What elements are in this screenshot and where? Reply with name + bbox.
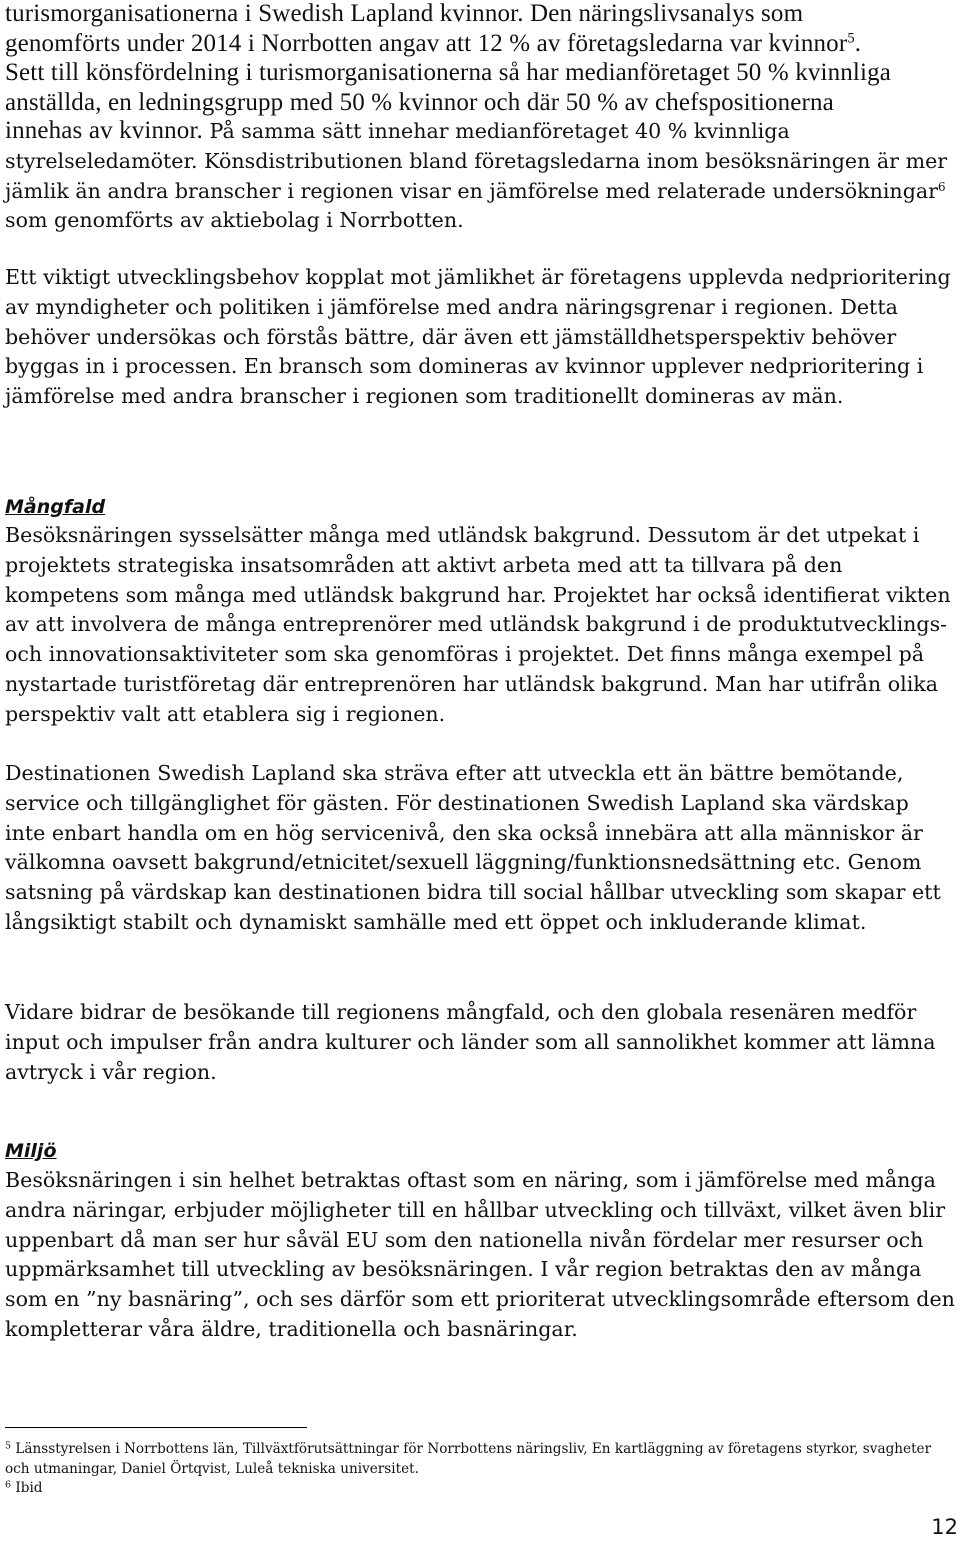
page-number: 12 bbox=[931, 1515, 958, 1539]
section-environment bbox=[5, 1137, 955, 1341]
footnote-mark: 6 bbox=[5, 1479, 12, 1491]
diversity-paragraph-3: Vidare bidrar de besökande till regionens mångfald, och den globala resenären medför input och impulser från andra kulturer och länder som all sannolikhet kommer att lämna avtryck i vår region. bbox=[5, 1000, 936, 1084]
paragraph-line: Sett till könsfördelning i turismorganisationerna så har medianföretaget 50 % kvinnliga bbox=[5, 59, 891, 86]
footnote-separator bbox=[5, 1427, 307, 1428]
footnote-ref-6: 6 bbox=[938, 179, 946, 194]
section-heading: Mångfald bbox=[5, 496, 106, 518]
footnotes bbox=[5, 1440, 955, 1499]
body-text: som genomförts av aktiebolag i Norrbotten. bbox=[5, 208, 464, 233]
development-paragraph: Ett viktigt utvecklingsbehov kopplat mot jämlikhet är företagens upplevda nedprioritering av myndigheter och politiken i jämförelse med andra näringsgrenar i regionen. Detta behöver undersökas och förstås bättre, där även ett jämställdhetsperspektiv behöver byggas in i processen. En bransch som domineras av kvinnor upplever nedprioritering i jämförelse med andra branscher i regionen som traditionellt domineras av män. bbox=[5, 265, 951, 409]
diversity-paragraph-2: Destinationen Swedish Lapland ska sträva efter att utveckla ett än bättre bemötande, service och tillgänglighet för gästen. För destinationen Swedish Lapland ska värdskap inte enbart handla om en hög servicenivå, den ska också innebära att alla människor är välkomna oavsett bakgrund/etnicitet/sexuell läggning/funktionsnedsättning etc. Genom satsning på värdskap kan destinationen bidra till social hållbar utveckling som skapar ett långsiktigt stabilt och dynamiskt samhälle med ett öppet och inkluderande klimat. bbox=[5, 761, 941, 934]
mixed-paragraph bbox=[5, 116, 955, 236]
footnote-text: Ibid bbox=[11, 1480, 43, 1496]
paragraph-line: anställda, en ledningsgrupp med 50 % kvinnor och där 50 % av chefspositionerna bbox=[5, 88, 834, 116]
paragraph-line: turismorganisationerna i Swedish Lapland kvinnor. Den näringslivsanalys som bbox=[5, 0, 804, 27]
body-text: På samma sätt innehar medianföretaget 40 % kvinnliga styrelseledamöter. Könsdistributionen bland företagsledarna inom besöksnäringen är mer jämlik än andra branscher i regionen visar en jämförelse med relaterade undersökningar bbox=[5, 119, 948, 203]
footnote-5 bbox=[5, 1440, 955, 1479]
line-text: genomförts under 2014 i Norrbotten angav att 12 % av företagsledarna var kvinnor bbox=[5, 29, 848, 57]
footnote-text: Länsstyrelsen i Norrbottens län, Tillväxtförutsättningar för Norrbottens näringsliv, En kartläggning av företagens styrkor, svagheter och utmaningar, Daniel Örtqvist, Luleå tekniska universitet. bbox=[5, 1441, 932, 1477]
environment-paragraph: Besöksnäringen i sin helhet betraktas oftast som en näring, som i jämförelse med många andra näringar, erbjuder möjligheter till en hållbar utveckling och tillväxt, vilket även blir uppenbart då man ser hur såväl EU som den nationella nivån fördelar mer resurser och uppmärksamhet till utveckling av besöksnäringen. I vår region betraktas den av många som en ”ny basnäring”, och ses därför som ett prioriterat utvecklingsområde eftersom den kompletterar våra äldre, traditionella och basnäringar. bbox=[5, 1168, 955, 1341]
line-text: innehas av kvinnor. bbox=[5, 117, 203, 144]
section-heading: Miljö bbox=[5, 1140, 57, 1162]
footnote-mark: 5 bbox=[5, 1440, 12, 1452]
line-end: . bbox=[854, 29, 862, 57]
paragraph-line bbox=[5, 29, 955, 59]
section-diversity bbox=[5, 493, 955, 1084]
diversity-paragraph-1: Besöksnäringen sysselsätter många med utländsk bakgrund. Dessutom är det utpekat i projektets strategiska insatsområden att aktivt arbeta med att ta tillvara på den kompetens som många med utländsk bakgrund har. Projektet har också identifierat vikten av att involvera de många entreprenörer med utländsk bakgrund i de produktutvecklings- och innovationsaktiviteter som ska genomföras i projektet. Det finns många exempel på nystartade turistföretag där entreprenören har utländsk bakgrund. Man har utifrån olika perspektiv valt att etablera sig i regionen. bbox=[5, 523, 951, 726]
footnote-ref-5: 5 bbox=[847, 29, 855, 46]
footnote-6 bbox=[5, 1479, 955, 1499]
top-paragraph bbox=[5, 0, 955, 233]
